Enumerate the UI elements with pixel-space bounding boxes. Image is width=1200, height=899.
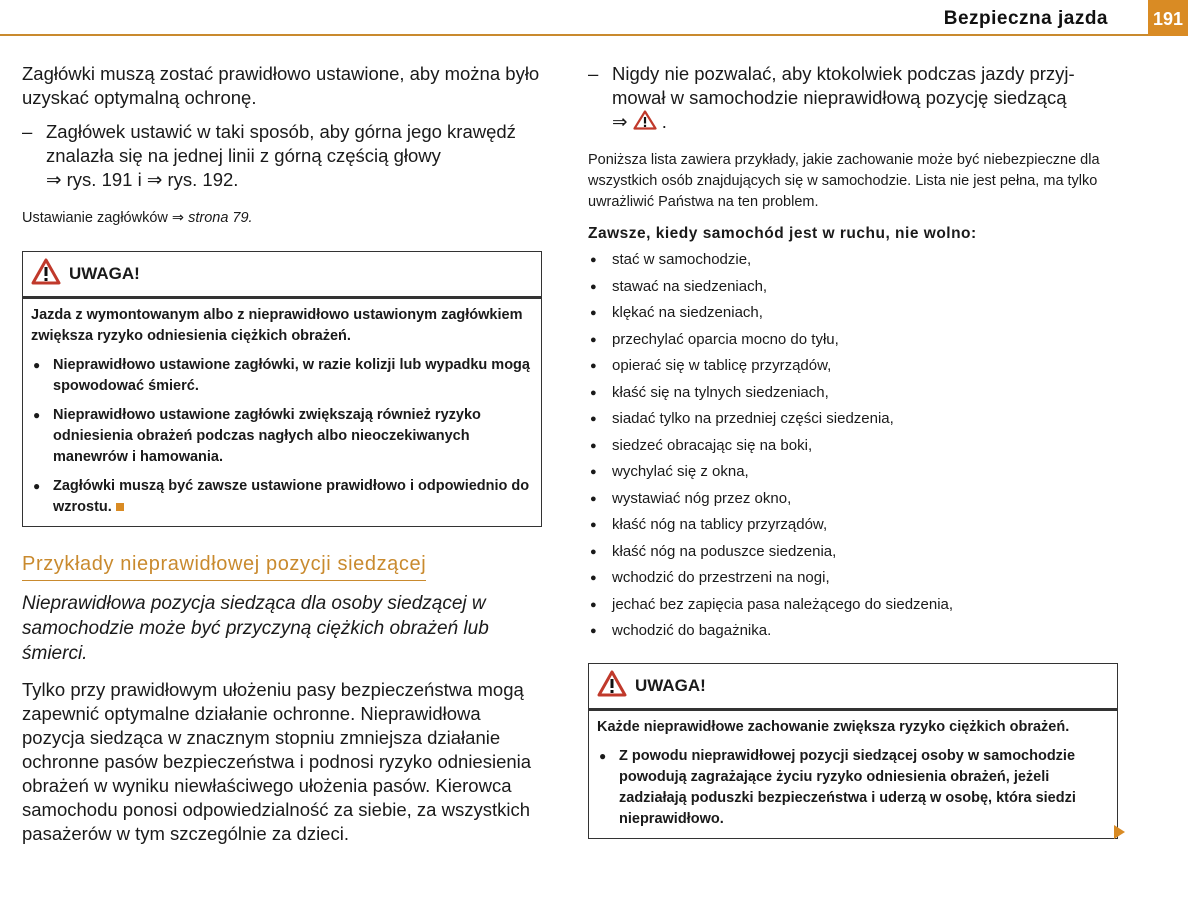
warning-body bbox=[23, 299, 541, 526]
warning-paragraph: Jazda z wymontowanym albo z nieprawidłowo ustawionym zagłówkiem zwiększa ryzyko odniesienia ciężkich obrażeń. bbox=[31, 307, 523, 344]
instruction-line: – Zagłówek ustawić w taki sposób, aby górna jego krawędź bbox=[46, 121, 516, 142]
warning-reference[interactable]: ⇒ . bbox=[612, 111, 667, 132]
right-column bbox=[588, 62, 1118, 839]
list-item: ● przechylać oparcia mocno do tyłu, bbox=[588, 327, 1118, 354]
posture-instruction bbox=[588, 62, 1118, 134]
list-item: ● wchodzić do przestrzeni na nogi, bbox=[588, 565, 1118, 592]
warning-triangle-icon bbox=[597, 670, 627, 702]
list-item: ● siadać tylko na przedniej części siedzenia, bbox=[588, 406, 1118, 433]
list-subhead: Zawsze, kiedy samochód jest w ruchu, nie wolno: bbox=[588, 225, 977, 242]
page-header-title: Bezpieczna jazda bbox=[943, 8, 1108, 29]
warning-bullet bbox=[31, 476, 533, 518]
header-rule bbox=[0, 34, 1148, 36]
warning-bullet-text: Zagłówki muszą być zawsze ustawione prawidłowo i odpowiednio do wzrostu. bbox=[53, 478, 530, 515]
warning-box-headrest bbox=[22, 251, 542, 527]
warning-paragraph: Każde nieprawidłowe zachowanie zwiększa ryzyko ciężkich obrażeń. bbox=[597, 718, 1070, 735]
warning-label: UWAGA! bbox=[69, 264, 140, 283]
warning-header bbox=[589, 664, 1117, 711]
list-item: ● wchodzić do bagażnika. bbox=[588, 618, 1118, 645]
list-item: ● stawać na siedzeniach, bbox=[588, 274, 1118, 301]
list-item: ● stać w samochodzie, bbox=[588, 247, 1118, 274]
list-intro: Poniższa lista zawiera przykłady, jakie zachowanie może być niebezpieczne dla wszystkich osób znajdujących się w samochodzie. Lista nie jest pełna, ma tylko uwrażliwić Państwa na ten problem. bbox=[588, 152, 1100, 210]
list-item: ● klękać na siedzeniach, bbox=[588, 300, 1118, 327]
warning-bullet: ● Nieprawidłowo ustawione zagłówki, w razie kolizji lub wypadku mogą spowodować śmierć. bbox=[31, 355, 533, 397]
section-end-icon bbox=[116, 503, 124, 511]
cross-reference-page: strona 79. bbox=[188, 210, 253, 226]
section-intro: Nieprawidłowa pozycja siedząca dla osoby siedzącej w samochodzie może być przyczyną ciężkich obrażeń lub śmierci. bbox=[22, 593, 489, 664]
list-item: ● siedzeć obracając się na boki, bbox=[588, 433, 1118, 460]
cross-reference-label: Ustawianie zagłówków ⇒ bbox=[22, 210, 185, 226]
left-column bbox=[22, 62, 542, 846]
list-item: ● wystawiać nóg przez okno, bbox=[588, 486, 1118, 513]
instruction-line: – Nigdy nie pozwalać, aby ktokolwiek podczas jazdy przyj- bbox=[612, 63, 1075, 84]
list-item: ● jechać bez zapięcia pasa należącego do siedzenia, bbox=[588, 592, 1118, 619]
headrest-instruction bbox=[22, 120, 542, 192]
cross-reference[interactable] bbox=[22, 208, 542, 229]
warning-triangle-icon bbox=[31, 258, 61, 290]
warning-body bbox=[589, 711, 1117, 838]
warning-label: UWAGA! bbox=[635, 675, 706, 695]
page-number-badge: 191 bbox=[1148, 0, 1188, 36]
list-item: ● kłaść nóg na tablicy przyrządów, bbox=[588, 512, 1118, 539]
instruction-line: mował w samochodzie nieprawidłową pozycję siedzącą bbox=[612, 87, 1067, 108]
figure-reference[interactable]: ⇒ rys. 191 i ⇒ rys. 192. bbox=[46, 169, 239, 190]
list-item: ● kłaść się na tylnych siedzeniach, bbox=[588, 380, 1118, 407]
warning-reference-icon bbox=[633, 111, 662, 132]
instruction-line: znalazła się na jednej linii z górną częścią głowy bbox=[46, 145, 441, 166]
reference-arrow: ⇒ bbox=[612, 111, 628, 132]
section-title: Przykłady nieprawidłowej pozycji siedzącej bbox=[22, 553, 426, 581]
list-item: ● kłaść nóg na poduszce siedzenia, bbox=[588, 539, 1118, 566]
list-item: ● opierać się w tablicę przyrządów, bbox=[588, 353, 1118, 380]
warning-header bbox=[23, 252, 541, 299]
warning-bullet: ● Nieprawidłowo ustawione zagłówki zwiększają również ryzyko odniesienia obrażeń podczas nagłych albo nieoczekiwanych manewrów i hamowania. bbox=[31, 405, 533, 468]
headrest-intro: Zagłówki muszą zostać prawidłowo ustawione, aby można było uzyskać optymalną ochronę. bbox=[22, 63, 540, 108]
section-body: Tylko przy prawidłowym ułożeniu pasy bezpieczeństwa mogą zapewnić optymalne działanie ochronne. Nieprawidłowa pozycja siedząca w znacznym stopniu zmniejsza działanie ochronne pasów bezpieczeństwa i podnosi ryzyko odniesienia obrażeń w wyniku niewłaściwego ułożenia pasów. Kierowca samochodu ponosi odpowiedzialność za siebie, za wszystkich pasażerów w tym szczególnie za dzieci. bbox=[22, 679, 532, 844]
warning-box-posture bbox=[588, 663, 1118, 839]
list-item: ● wychylać się z okna, bbox=[588, 459, 1118, 486]
warning-bullet: ● Z powodu nieprawidłowej pozycji siedzącej osoby w samochodzie powodują zagrażające życiu ryzyko odniesienia obrażeń, jeżeli zadziałają poduszki bezpieczeństwa i uderzą w osobę, która siedzi nieprawidłowo. bbox=[597, 746, 1109, 830]
forbidden-actions-list bbox=[588, 247, 1118, 645]
continue-arrow-icon bbox=[1114, 825, 1125, 839]
